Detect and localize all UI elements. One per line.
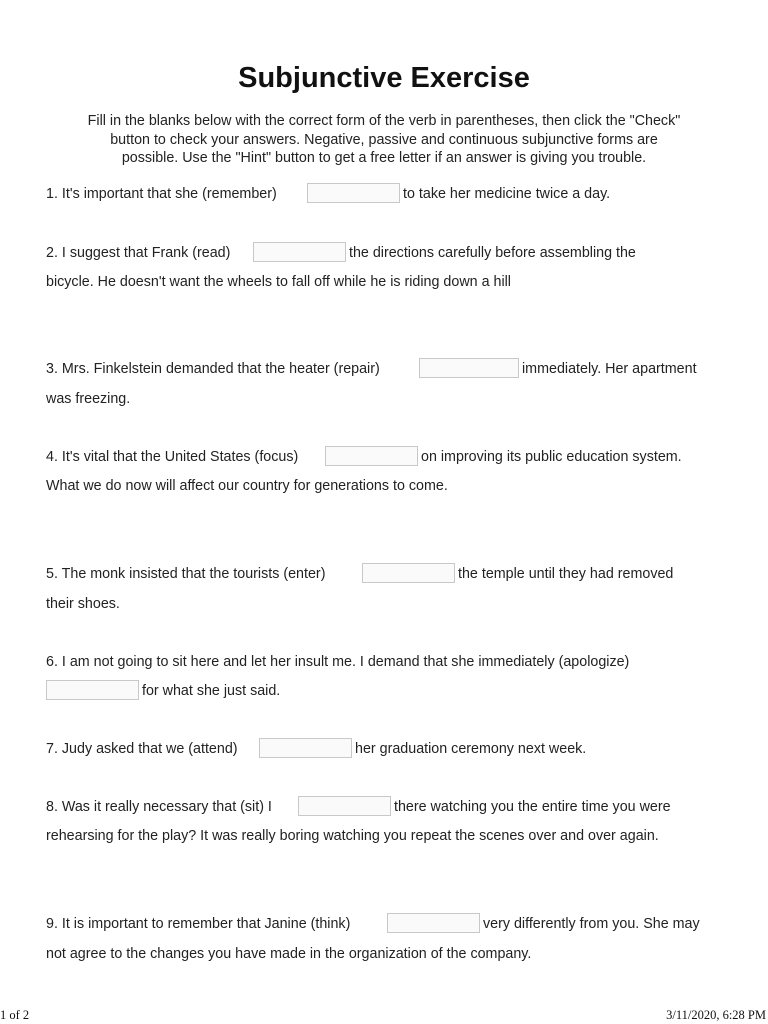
question-3-text-after: immediately. Her apartment [522, 361, 697, 377]
question-6-text: 6. I am not going to sit here and let her insult me. I demand that she immediately (apologize) [46, 654, 630, 670]
question-5-text: 5. The monk insisted that the tourists (enter) [46, 566, 326, 582]
question-8-answer-input[interactable] [298, 796, 391, 816]
question-9-answer-input[interactable] [387, 913, 480, 933]
question-1-line [46, 183, 277, 205]
question-5-answer-input[interactable] [362, 563, 455, 583]
question-4-text: 4. It's vital that the United States (focus) [46, 449, 299, 465]
question-2-continuation: bicycle. He doesn't want the wheels to fall off while he is riding down a hill [46, 274, 511, 290]
question-9-continuation: not agree to the changes you have made in the organization of the company. [46, 946, 532, 962]
page-number: 1 of 2 [0, 1008, 30, 1022]
question-7-answer-input[interactable] [259, 738, 352, 758]
question-1-answer-input[interactable] [307, 183, 400, 203]
question-8-text-after: there watching you the entire time you were [394, 799, 671, 815]
question-3-continuation: was freezing. [46, 391, 131, 407]
question-7-text-after: her graduation ceremony next week. [355, 741, 587, 757]
question-3-text: 3. Mrs. Finkelstein demanded that the heater (repair) [46, 361, 380, 377]
question-5-text-after: the temple until they had removed [458, 566, 674, 582]
question-8-text: 8. Was it really necessary that (sit) I [46, 799, 272, 815]
page-title: Subjunctive Exercise [238, 62, 530, 94]
question-2-text-after: the directions carefully before assembling the [349, 245, 636, 261]
question-9-text: 9. It is important to remember that Janine (think) [46, 916, 351, 932]
instructions [40, 112, 728, 168]
question-8-continuation: rehearsing for the play? It was really boring watching you repeat the scenes over and over again. [46, 828, 659, 844]
question-1-text-after: to take her medicine twice a day. [403, 186, 611, 202]
question-4-answer-input[interactable] [325, 446, 418, 466]
question-2-text: 2. I suggest that Frank (read) [46, 245, 231, 261]
question-6-text-after: for what she just said. [142, 683, 281, 699]
instructions-line: possible. Use the "Hint" button to get a free letter if an answer is giving you trouble. [121, 150, 647, 166]
instructions-line: Fill in the blanks below with the correct form of the verb in parentheses, then click the "Check" [87, 113, 681, 129]
instructions-line: button to check your answers. Negative, passive and continuous subjunctive forms are [110, 131, 658, 148]
question-2-answer-input[interactable] [253, 242, 346, 262]
question-1-text: 1. It's important that she (remember) [46, 186, 277, 202]
question-6-answer-input[interactable] [46, 680, 139, 700]
question-7-text: 7. Judy asked that we (attend) [46, 741, 238, 757]
question-4-text-after: on improving its public education system. [421, 449, 682, 465]
question-9-text-after: very differently from you. She may [483, 916, 700, 932]
question-3-answer-input[interactable] [419, 358, 519, 378]
question-4-continuation: What we do now will affect our country for generations to come. [46, 478, 448, 494]
print-datetime: 3/11/2020, 6:28 PM [666, 1008, 766, 1022]
question-5-continuation: their shoes. [46, 596, 120, 612]
